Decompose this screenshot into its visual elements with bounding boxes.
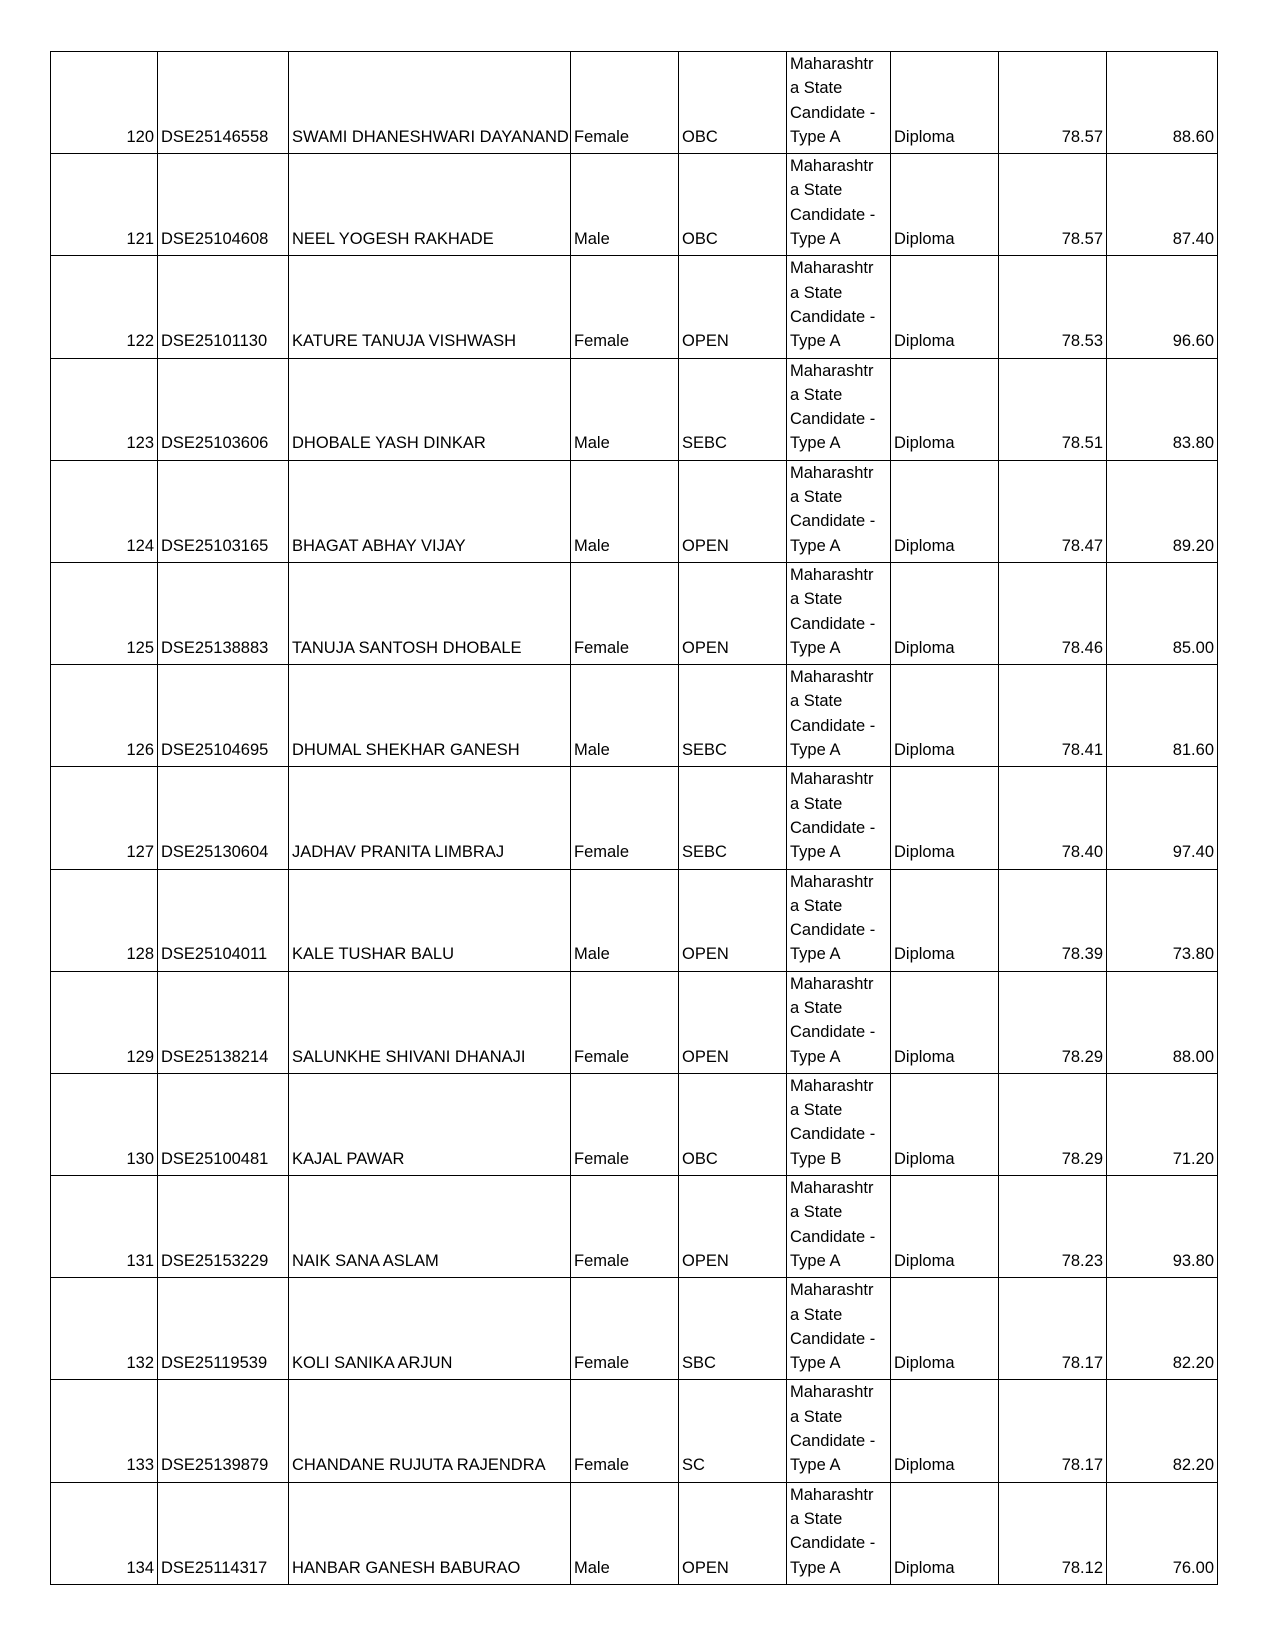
candidature-line: a State xyxy=(790,896,843,915)
candidature-line: a State xyxy=(790,1305,843,1324)
candidature-line: Maharashtr xyxy=(790,1383,874,1402)
category-cell: OPEN xyxy=(679,460,787,562)
percentage-cell: 87.40 xyxy=(1107,154,1218,256)
category-cell: SEBC xyxy=(679,767,787,869)
candidate-name-cell: KALE TUSHAR BALU xyxy=(289,869,571,971)
candidature-type-cell xyxy=(787,869,891,971)
candidature-type-cell xyxy=(787,767,891,869)
candidature-line: Maharashtr xyxy=(790,55,874,73)
candidature-line: Maharashtr xyxy=(790,1281,874,1300)
category-cell: OPEN xyxy=(679,1176,787,1278)
candidate-name-cell: KAJAL PAWAR xyxy=(289,1073,571,1175)
sr-no-cell: 122 xyxy=(51,256,158,358)
qualification-cell: Diploma xyxy=(891,358,999,460)
merit-score-cell: 78.47 xyxy=(999,460,1107,562)
qualification-cell: Diploma xyxy=(891,1380,999,1482)
merit-score-cell: 78.41 xyxy=(999,665,1107,767)
merit-score-cell: 78.17 xyxy=(999,1278,1107,1380)
candidature-type-cell xyxy=(787,1073,891,1175)
gender-cell: Female xyxy=(571,1380,679,1482)
percentage-cell: 88.00 xyxy=(1107,971,1218,1073)
qualification-cell: Diploma xyxy=(891,1278,999,1380)
qualification-cell: Diploma xyxy=(891,1176,999,1278)
merit-score-cell: 78.51 xyxy=(999,358,1107,460)
category-cell: SEBC xyxy=(679,358,787,460)
gender-cell: Male xyxy=(571,665,679,767)
candidature-line: Type A xyxy=(790,434,841,453)
candidature-line: a State xyxy=(790,181,843,200)
candidature-line: Candidate - xyxy=(790,205,876,224)
sr-no-cell: 126 xyxy=(51,665,158,767)
candidate-name-cell: BHAGAT ABHAY VIJAY xyxy=(289,460,571,562)
qualification-cell: Diploma xyxy=(891,665,999,767)
table-row xyxy=(51,1482,1218,1584)
table-row xyxy=(51,256,1218,358)
qualification-cell: Diploma xyxy=(891,460,999,562)
candidate-name-cell: NAIK SANA ASLAM xyxy=(289,1176,571,1278)
sr-no-cell: 134 xyxy=(51,1482,158,1584)
candidature-type-cell xyxy=(787,562,891,664)
sr-no-cell: 130 xyxy=(51,1073,158,1175)
table-row xyxy=(51,869,1218,971)
table-row xyxy=(51,767,1218,869)
candidature-type-cell xyxy=(787,460,891,562)
candidature-line: Type A xyxy=(790,843,841,862)
application-id-cell: DSE25138883 xyxy=(158,562,289,664)
candidate-name-cell: KOLI SANIKA ARJUN xyxy=(289,1278,571,1380)
percentage-cell: 93.80 xyxy=(1107,1176,1218,1278)
table-row xyxy=(51,52,1218,154)
application-id-cell: DSE25101130 xyxy=(158,256,289,358)
gender-cell: Female xyxy=(571,562,679,664)
category-cell: OBC xyxy=(679,1073,787,1175)
table-row xyxy=(51,1278,1218,1380)
sr-no-cell: 128 xyxy=(51,869,158,971)
category-cell: OPEN xyxy=(679,869,787,971)
category-cell: SEBC xyxy=(679,665,787,767)
candidate-name-cell: SALUNKHE SHIVANI DHANAJI xyxy=(289,971,571,1073)
gender-cell: Female xyxy=(571,1278,679,1380)
candidature-line: Type A xyxy=(790,230,841,249)
application-id-cell: DSE25130604 xyxy=(158,767,289,869)
merit-score-cell: 78.29 xyxy=(999,1073,1107,1175)
gender-cell: Female xyxy=(571,1073,679,1175)
category-cell: SC xyxy=(679,1380,787,1482)
gender-cell: Male xyxy=(571,154,679,256)
application-id-cell: DSE25100481 xyxy=(158,1073,289,1175)
candidature-line: Type A xyxy=(790,945,841,964)
qualification-cell: Diploma xyxy=(891,154,999,256)
candidature-type-cell xyxy=(787,1482,891,1584)
candidature-line: Maharashtr xyxy=(790,1485,874,1504)
merit-score-cell: 78.46 xyxy=(999,562,1107,664)
candidature-line: a State xyxy=(790,385,843,404)
merit-list-body xyxy=(51,52,1218,1585)
candidature-line: Maharashtr xyxy=(790,157,874,176)
candidature-line: a State xyxy=(790,488,843,507)
candidature-line: Candidate - xyxy=(790,716,876,735)
candidature-type-cell xyxy=(787,971,891,1073)
candidature-line: Type B xyxy=(790,1149,842,1168)
percentage-cell: 81.60 xyxy=(1107,665,1218,767)
candidate-name-cell: HANBAR GANESH BABURAO xyxy=(289,1482,571,1584)
merit-score-cell: 78.39 xyxy=(999,869,1107,971)
sr-no-cell: 125 xyxy=(51,562,158,664)
candidate-name-cell: DHUMAL SHEKHAR GANESH xyxy=(289,665,571,767)
candidature-line: Candidate - xyxy=(790,1023,876,1042)
application-id-cell: DSE25153229 xyxy=(158,1176,289,1278)
percentage-cell: 89.20 xyxy=(1107,460,1218,562)
merit-list-table xyxy=(50,51,1218,1585)
merit-score-cell: 78.23 xyxy=(999,1176,1107,1278)
candidature-type-cell xyxy=(787,1278,891,1380)
sr-no-cell: 127 xyxy=(51,767,158,869)
gender-cell: Female xyxy=(571,52,679,154)
candidature-line: Candidate - xyxy=(790,307,876,326)
sr-no-cell: 129 xyxy=(51,971,158,1073)
application-id-cell: DSE25114317 xyxy=(158,1482,289,1584)
candidature-line: Maharashtr xyxy=(790,1076,874,1095)
category-cell: OBC xyxy=(679,52,787,154)
candidature-line: Type A xyxy=(790,536,841,555)
candidature-type-cell xyxy=(787,256,891,358)
sr-no-cell: 131 xyxy=(51,1176,158,1278)
percentage-cell: 82.20 xyxy=(1107,1380,1218,1482)
qualification-cell: Diploma xyxy=(891,256,999,358)
merit-score-cell: 78.12 xyxy=(999,1482,1107,1584)
application-id-cell: DSE25104608 xyxy=(158,154,289,256)
candidature-line: Candidate - xyxy=(790,410,876,429)
candidature-type-cell xyxy=(787,358,891,460)
candidature-line: a State xyxy=(790,283,843,302)
table-row xyxy=(51,971,1218,1073)
candidature-line: Maharashtr xyxy=(790,565,874,584)
qualification-cell: Diploma xyxy=(891,1482,999,1584)
percentage-cell: 96.60 xyxy=(1107,256,1218,358)
candidature-line: Maharashtr xyxy=(790,259,874,278)
candidature-line: Type A xyxy=(790,1047,841,1066)
candidature-line: Maharashtr xyxy=(790,1179,874,1198)
application-id-cell: DSE25139879 xyxy=(158,1380,289,1482)
candidature-type-cell xyxy=(787,154,891,256)
candidate-name-cell: JADHAV PRANITA LIMBRAJ xyxy=(289,767,571,869)
candidature-line: Maharashtr xyxy=(790,872,874,891)
gender-cell: Female xyxy=(571,767,679,869)
qualification-cell: Diploma xyxy=(891,52,999,154)
candidature-line: Candidate - xyxy=(790,921,876,940)
candidate-name-cell: NEEL YOGESH RAKHADE xyxy=(289,154,571,256)
candidature-line: Maharashtr xyxy=(790,361,874,380)
candidature-line: Candidate - xyxy=(790,512,876,531)
candidature-line: a State xyxy=(790,1101,843,1120)
table-row xyxy=(51,358,1218,460)
candidature-line: Type A xyxy=(790,1456,841,1475)
candidature-line: Maharashtr xyxy=(790,770,874,789)
candidature-line: a State xyxy=(790,1509,843,1528)
percentage-cell: 88.60 xyxy=(1107,52,1218,154)
qualification-cell: Diploma xyxy=(891,869,999,971)
application-id-cell: DSE25104011 xyxy=(158,869,289,971)
percentage-cell: 73.80 xyxy=(1107,869,1218,971)
sr-no-cell: 120 xyxy=(51,52,158,154)
candidature-type-cell xyxy=(787,52,891,154)
merit-score-cell: 78.57 xyxy=(999,154,1107,256)
application-id-cell: DSE25103606 xyxy=(158,358,289,460)
application-id-cell: DSE25138214 xyxy=(158,971,289,1073)
table-row xyxy=(51,665,1218,767)
gender-cell: Female xyxy=(571,1176,679,1278)
candidature-line: Candidate - xyxy=(790,818,876,837)
qualification-cell: Diploma xyxy=(891,1073,999,1175)
percentage-cell: 97.40 xyxy=(1107,767,1218,869)
category-cell: OPEN xyxy=(679,562,787,664)
candidature-line: a State xyxy=(790,79,843,98)
merit-score-cell: 78.57 xyxy=(999,52,1107,154)
candidature-line: Maharashtr xyxy=(790,463,874,482)
gender-cell: Female xyxy=(571,256,679,358)
candidature-line: a State xyxy=(790,1203,843,1222)
candidature-line: a State xyxy=(790,998,843,1017)
table-row xyxy=(51,154,1218,256)
candidate-name-cell: KATURE TANUJA VISHWASH xyxy=(289,256,571,358)
candidature-line: Type A xyxy=(790,127,841,146)
candidate-name-cell: SWAMI DHANESHWARI DAYANAND xyxy=(289,52,571,154)
application-id-cell: DSE25119539 xyxy=(158,1278,289,1380)
candidate-name-cell: DHOBALE YASH DINKAR xyxy=(289,358,571,460)
percentage-cell: 85.00 xyxy=(1107,562,1218,664)
gender-cell: Male xyxy=(571,1482,679,1584)
qualification-cell: Diploma xyxy=(891,971,999,1073)
table-row xyxy=(51,1073,1218,1175)
candidature-line: Type A xyxy=(790,741,841,760)
application-id-cell: DSE25104695 xyxy=(158,665,289,767)
candidate-name-cell: CHANDANE RUJUTA RAJENDRA xyxy=(289,1380,571,1482)
candidate-name-cell: TANUJA SANTOSH DHOBALE xyxy=(289,562,571,664)
candidature-line: Candidate - xyxy=(790,1329,876,1348)
candidature-line: Type A xyxy=(790,638,841,657)
candidature-line: Maharashtr xyxy=(790,974,874,993)
candidature-line: Type A xyxy=(790,1354,841,1373)
sr-no-cell: 123 xyxy=(51,358,158,460)
application-id-cell: DSE25146558 xyxy=(158,52,289,154)
sr-no-cell: 121 xyxy=(51,154,158,256)
candidature-line: a State xyxy=(790,1407,843,1426)
candidature-line: a State xyxy=(790,794,843,813)
candidature-line: Candidate - xyxy=(790,614,876,633)
category-cell: OPEN xyxy=(679,971,787,1073)
category-cell: OBC xyxy=(679,154,787,256)
merit-score-cell: 78.40 xyxy=(999,767,1107,869)
candidature-line: Type A xyxy=(790,332,841,351)
candidature-line: Candidate - xyxy=(790,1432,876,1451)
candidature-line: Candidate - xyxy=(790,1227,876,1246)
category-cell: SBC xyxy=(679,1278,787,1380)
candidature-line: a State xyxy=(790,590,843,609)
table-row xyxy=(51,562,1218,664)
application-id-cell: DSE25103165 xyxy=(158,460,289,562)
table-row xyxy=(51,460,1218,562)
category-cell: OPEN xyxy=(679,256,787,358)
candidature-type-cell xyxy=(787,1176,891,1278)
candidature-line: Type A xyxy=(790,1251,841,1270)
gender-cell: Female xyxy=(571,971,679,1073)
merit-score-cell: 78.17 xyxy=(999,1380,1107,1482)
candidature-line: Maharashtr xyxy=(790,668,874,687)
table-row xyxy=(51,1380,1218,1482)
percentage-cell: 71.20 xyxy=(1107,1073,1218,1175)
sr-no-cell: 124 xyxy=(51,460,158,562)
candidature-line: Candidate - xyxy=(790,103,876,122)
candidature-line: Candidate - xyxy=(790,1534,876,1553)
merit-score-cell: 78.53 xyxy=(999,256,1107,358)
candidature-line: Type A xyxy=(790,1558,841,1577)
percentage-cell: 83.80 xyxy=(1107,358,1218,460)
percentage-cell: 76.00 xyxy=(1107,1482,1218,1584)
gender-cell: Male xyxy=(571,358,679,460)
qualification-cell: Diploma xyxy=(891,562,999,664)
gender-cell: Male xyxy=(571,869,679,971)
candidature-line: Candidate - xyxy=(790,1125,876,1144)
sr-no-cell: 133 xyxy=(51,1380,158,1482)
category-cell: OPEN xyxy=(679,1482,787,1584)
percentage-cell: 82.20 xyxy=(1107,1278,1218,1380)
candidature-type-cell xyxy=(787,1380,891,1482)
qualification-cell: Diploma xyxy=(891,767,999,869)
table-row xyxy=(51,1176,1218,1278)
sr-no-cell: 132 xyxy=(51,1278,158,1380)
merit-score-cell: 78.29 xyxy=(999,971,1107,1073)
gender-cell: Male xyxy=(571,460,679,562)
candidature-type-cell xyxy=(787,665,891,767)
candidature-line: a State xyxy=(790,692,843,711)
